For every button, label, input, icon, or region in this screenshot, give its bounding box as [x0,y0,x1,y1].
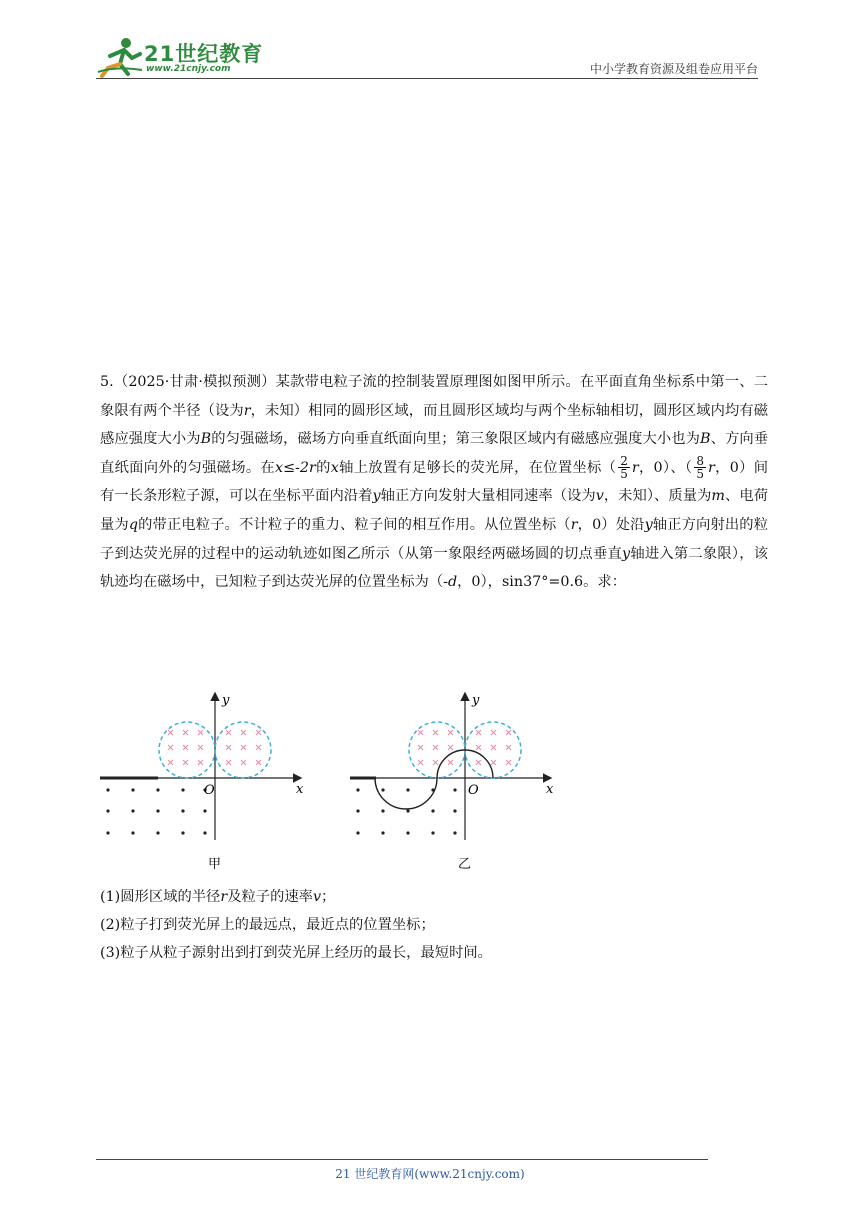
logo-text: 21世纪教育 [144,42,264,66]
problem-text: ，0）、（ [638,459,693,476]
problem-text: ，0）间有一长条形粒子源，可以在坐标平面内沿着 [100,459,769,505]
problem-number: 5. [100,374,114,390]
fraction-numerator: 2 [620,453,628,468]
problem-text: 、电荷量为 [100,488,769,533]
dot-marks [356,788,456,834]
var-y: y [622,545,631,562]
condition: x≤-2r [275,459,316,476]
y-axis-label: y [222,693,230,708]
var-B: B [700,431,711,448]
caption-b: 乙 [458,857,472,872]
var-v: v [595,488,604,505]
fraction-numerator: 8 [696,453,705,468]
var-d: d [447,574,458,591]
question-text: 及粒子的速率 [227,889,313,905]
field-circle-right [465,722,521,778]
y-axis-label: y [472,693,480,708]
problem-text: 的带正电粒子。不计粒子的重力、粒子间的相互作用。从位置坐标（ [138,516,571,533]
x-axis-label: x [546,782,554,797]
var-r: r [631,459,639,476]
var-y: y [644,516,653,533]
figure-a [100,693,304,872]
fraction-denominator: 5 [620,467,628,482]
problem-text: 的 [315,459,331,476]
footer-text: 21 世纪教育网(www.21cnjy.com) [335,1167,525,1181]
logo-url: www.21cnjy.com [146,64,231,74]
question-text: (1)圆形区域的半径 [100,889,221,905]
header-divider [96,78,758,79]
site-logo [96,36,266,78]
var-r: r [243,402,251,419]
fraction [618,455,630,481]
footer-divider [96,1159,708,1160]
runner-icon [96,36,144,78]
var-m: m [711,488,725,505]
question-3: (3)粒子从粒子源射出到打到荧光屏上经历的最长，最短时间。 [100,944,492,961]
dot-marks [106,788,206,834]
var-v: v [312,889,322,905]
x-axis-label: x [296,782,304,797]
problem-paragraph [100,368,768,597]
question-text: ； [321,889,336,905]
problem-source: （2025·甘肃·模拟预测） [113,374,276,390]
fraction-denominator: 5 [696,467,705,482]
var-y: y [372,488,381,505]
origin-label: O [204,783,215,798]
fraction [694,455,706,481]
figures [100,690,570,880]
problem-text: 的匀强磁场，磁场方向垂直纸面向里；第三象限区域内有磁感应强度大小也为 [211,431,700,448]
question-1 [100,884,768,912]
field-circle-right [215,722,271,778]
problem-text: ，0）处沿 [577,516,645,533]
caption-a: 甲 [208,857,222,872]
var-x: x [330,459,339,476]
problem-text: 轴上放置有足够长的荧光屏，在位置坐标（ [338,459,617,476]
problem-text: 轴正方向射出的粒子到达荧光屏的过程中的运动轨迹如图乙所示（从第一象限经两磁场圆的切点垂直 [100,516,769,562]
origin-label: O [468,783,479,798]
problem-statement [100,368,768,597]
var-r: r [220,889,228,905]
problem-text: 轴进入第二象限），该轨迹均在磁场中，已知粒子到达荧光屏的位置坐标为（- [100,545,768,591]
particle-trajectory [375,750,493,809]
figure-svg [100,690,570,880]
question-2: (2)粒子打到荧光屏上的最远点，最近点的位置坐标； [100,916,435,933]
problem-text: ，未知）相同的圆形区域，而且圆形区域均与两个坐标轴相切，圆形区域内均有磁感应强度大小为 [100,402,769,448]
page-header [96,30,758,80]
problem-text: 、方向垂直纸面向外的匀强磁场。在 [100,431,769,476]
header-slogan: 中小学教育资源及组卷应用平台 [589,62,758,76]
problem-text: 轴正方向发射大量相同速率（设为 [380,488,596,505]
questions [100,884,768,968]
var-q: q [128,516,138,533]
problem-text: ，未知）、质量为 [603,488,712,505]
problem-text: ，0），sin37°=0.6。求： [457,574,627,591]
var-B: B [200,431,212,448]
figure-b [350,693,554,872]
problem-text: 某款带电粒子流的控制装置原理图如图甲所示。在平面直角坐标系中第一、二象限有两个半径（设为 [100,374,768,419]
var-r: r [708,459,715,476]
var-r: r [570,516,578,533]
